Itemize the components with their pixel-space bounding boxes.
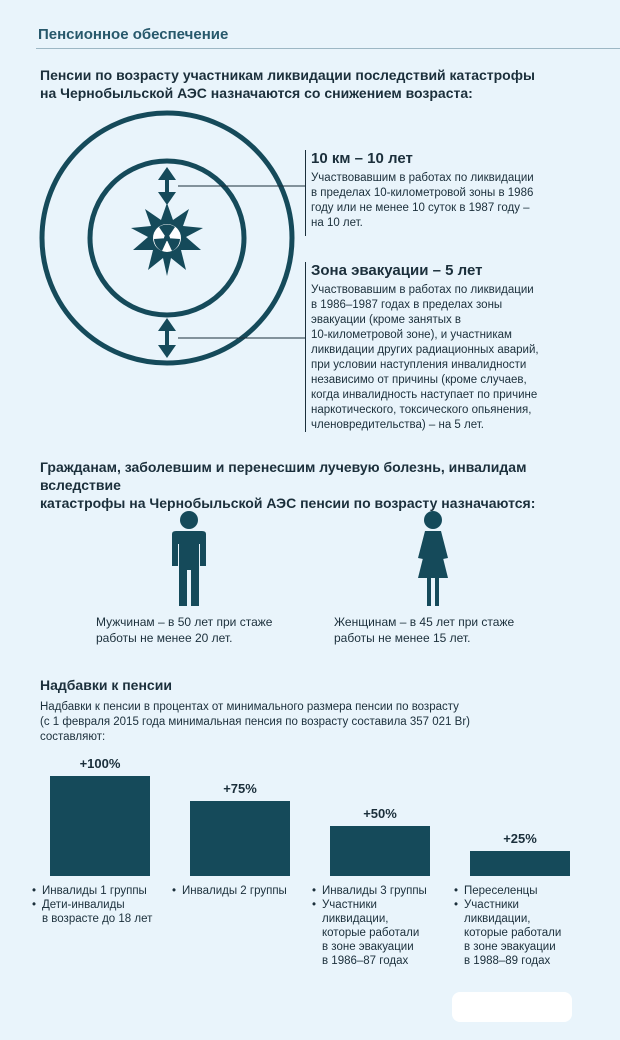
category-item-line: которые работали [464, 927, 562, 939]
men-condition-line: Мужчинам – в 50 лет при стаже [96, 615, 273, 629]
category-item-line: Инвалиды 2 группы [182, 885, 287, 897]
chart-value-label: +75% [223, 781, 257, 796]
zone-diagram [0, 110, 320, 370]
category-item-line: Участники [322, 899, 377, 911]
category-item-line: Переселенцы [464, 885, 538, 897]
women-condition-line: Женщинам – в 45 лет при стаже [334, 615, 515, 629]
category-item [32, 884, 162, 898]
category-item-line: Участники [464, 899, 519, 911]
page-title: Пенсионное обеспечение [38, 26, 229, 43]
zone2-line: в 1986–1987 годах в пределах зоны [311, 299, 503, 311]
double-arrow-icon [158, 167, 176, 205]
zone1-bracket [305, 150, 307, 236]
supplements-desc-line: Надбавки к пенсии в процентах от минимального размера пенсии по возрасту [40, 701, 459, 713]
category-item-line: в зоне эвакуации [322, 941, 414, 953]
zone2-line: независимо от причины (кроме случаев, [311, 374, 527, 386]
radiation-explosion-icon [131, 203, 203, 276]
women-condition [334, 614, 554, 646]
category-column [172, 884, 302, 898]
radiation-heading-line1: Гражданам, заболевшим и перенесшим лучевую болезнь, инвалидам вследствие [40, 459, 527, 493]
category-item-line: Дети-инвалиды [42, 899, 125, 911]
chart-bar [330, 826, 430, 876]
zone1-title: 10 км – 10 лет [311, 150, 413, 167]
women-condition-line: работы не менее 15 лет. [334, 631, 471, 645]
chernobyl-heading-line2: на Чернобыльской АЭС назначаются со снижением возраста: [40, 85, 473, 101]
zone1-line: на 10 лет. [311, 217, 363, 229]
category-item-line: в 1986–87 годах [322, 955, 409, 967]
chart-bar [470, 851, 570, 876]
category-item [32, 898, 162, 926]
bottom-blank [452, 992, 572, 1022]
bullet-icon: • [312, 885, 317, 897]
zone1-line: Участвовавшим в работах по ликвидации [311, 172, 534, 184]
supplements-chart [0, 750, 620, 880]
man-icon [164, 510, 214, 608]
supplements-categories [0, 884, 620, 984]
category-item [312, 898, 442, 968]
category-item-line: ликвидации, [322, 913, 389, 925]
category-item [172, 884, 302, 898]
bullet-icon: • [172, 885, 177, 897]
bullet-icon: • [454, 885, 459, 897]
radiation-heading [40, 458, 610, 512]
woman-icon [408, 510, 458, 608]
chernobyl-heading-line1: Пенсии по возрасту участникам ликвидации последствий катастрофы [40, 67, 535, 83]
zone1-block [311, 150, 581, 231]
radiation-heading-line2: катастрофы на Чернобыльской АЭС пенсии по возрасту назначаются: [40, 495, 536, 511]
chart-value-label: +50% [363, 806, 397, 821]
men-condition-line: работы не менее 20 лет. [96, 631, 233, 645]
zone2-line: ликвидации других радиационных аварий, [311, 344, 539, 356]
header-divider [36, 48, 620, 49]
men-condition [96, 614, 316, 646]
category-item [454, 884, 584, 898]
chernobyl-heading [40, 66, 600, 102]
supplements-desc-line: (с 1 февраля 2015 года минимальная пенсия по возрасту составила 357 021 Br) [40, 716, 470, 728]
double-arrow-icon [158, 318, 176, 358]
zone2-line: наркотического, токсического опьянения, [311, 404, 532, 416]
category-item-line: в зоне эвакуации [464, 941, 556, 953]
chart-bar [190, 801, 290, 876]
bullet-icon: • [32, 899, 37, 911]
zone1-line: году или не менее 10 суток в 1987 году – [311, 202, 530, 214]
category-column [454, 884, 584, 968]
zone2-line: 10-километровой зоне), и участникам [311, 329, 512, 341]
category-item-line: которые работали [322, 927, 420, 939]
supplements-description [40, 700, 610, 745]
zone1-line: в пределах 10-километровой зоны в 1986 [311, 187, 534, 199]
zone2-line: эвакуации (кроме занятых в [311, 314, 462, 326]
category-item [312, 884, 442, 898]
zone1-description [311, 171, 581, 231]
zone2-line: Участвовавшим в работах по ликвидации [311, 284, 534, 296]
zone2-line: при условии наступления инвалидности [311, 359, 527, 371]
supplements-desc-line: составляют: [40, 731, 106, 743]
bullet-icon: • [32, 885, 37, 897]
supplements-heading: Надбавки к пенсии [40, 677, 172, 693]
category-item-line: ликвидации, [464, 913, 531, 925]
category-column [32, 884, 162, 926]
zone2-bracket [305, 262, 307, 432]
category-item [454, 898, 584, 968]
category-item-line: Инвалиды 3 группы [322, 885, 427, 897]
chart-value-label: +100% [79, 756, 121, 771]
zone2-line: когда инвалидность наступает по причине [311, 389, 538, 401]
bullet-icon: • [454, 899, 459, 911]
zone2-block [311, 262, 591, 433]
category-item-line: в 1988–89 годах [464, 955, 551, 967]
chart-value-label: +25% [503, 831, 537, 846]
category-item-line: в возрасте до 18 лет [42, 913, 153, 925]
zone2-line: членовредительства) – на 5 лет. [311, 419, 484, 431]
bullet-icon: • [312, 899, 317, 911]
category-item-line: Инвалиды 1 группы [42, 885, 147, 897]
zone2-title: Зона эвакуации – 5 лет [311, 262, 483, 279]
category-column [312, 884, 442, 968]
zone2-description [311, 283, 591, 433]
chart-bar [50, 776, 150, 876]
